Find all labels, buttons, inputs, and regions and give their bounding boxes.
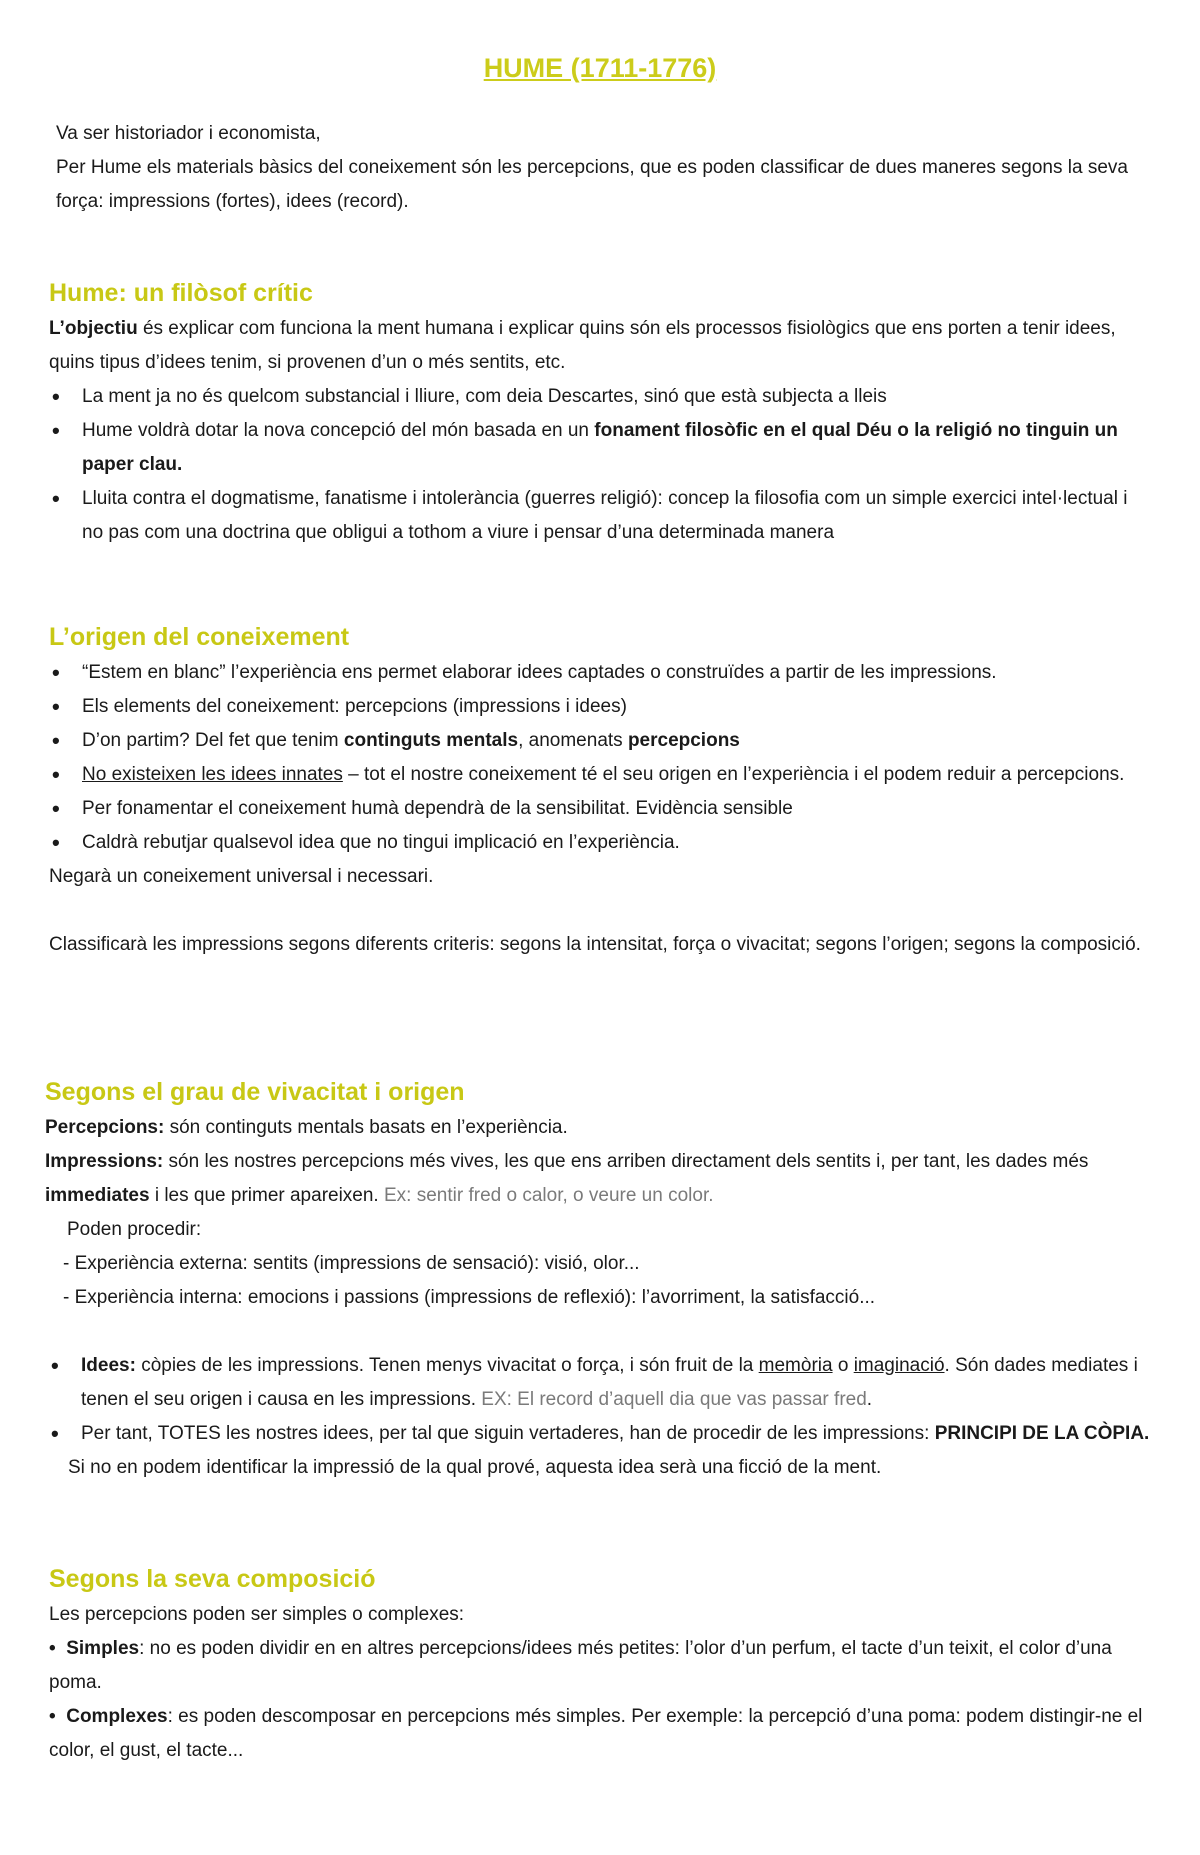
list-item xyxy=(49,690,1159,724)
composicio-intro: Les percepcions poden ser simples o complexes: xyxy=(49,1604,465,1625)
poden-procedir: Poden procedir: xyxy=(67,1219,202,1240)
critic-bullet-list xyxy=(49,380,1149,550)
impressions-label: Impressions: xyxy=(45,1151,164,1172)
bullet-glyph: • xyxy=(49,1706,56,1727)
imaginacio-underlined: imaginació xyxy=(853,1355,945,1376)
memoria-underlined: memòria xyxy=(758,1355,833,1376)
list-item-text: La ment ja no és quelcom substancial i lliure, com deia Descartes, sinó que està subjecta a lleis xyxy=(82,386,887,407)
list-item-text: Per fonamentar el coneixement humà dependrà de la sensibilitat. Evidència sensible xyxy=(82,798,793,819)
origin-section xyxy=(49,618,1159,962)
percepcions-text: són continguts mentals basats en l’experiència. xyxy=(164,1117,568,1138)
simples-label: Simples xyxy=(66,1638,140,1659)
copia-text: Per tant, TOTES les nostres idees, per tal que siguin vertaderes, han de procedir de les impressions: xyxy=(81,1423,935,1444)
complexes-item xyxy=(49,1700,1159,1768)
list-item xyxy=(49,826,1159,860)
list-item xyxy=(49,724,1159,758)
section-heading-composicio: Segons la seva composició xyxy=(49,1565,376,1593)
list-item xyxy=(49,758,1159,792)
idees-text: còpies de les impressions. Tenen menys vivacitat o força, i són fruit de la xyxy=(135,1355,759,1376)
dash-item-internal: - Experiència interna: emocions i passions (impressions de reflexió): l’avorriment, la satisfacció... xyxy=(63,1287,876,1308)
list-item-text: Lluita contra el dogmatisme, fanatisme i intolerància (guerres religió): concep la filosofia com un simple exercici intel·lectual i no pas com una doctrina que obligui a tothom a viure i pensar d’una determinada manera xyxy=(82,488,1128,543)
idees-example: EX: El record d’aquell dia que vas passar fred xyxy=(481,1389,867,1410)
list-item-text: Hume voldrà dotar la nova concepció del món basada en un xyxy=(82,420,595,441)
list-item-underlined: No existeixen les idees innates xyxy=(82,764,343,785)
page-title: HUME (1711-1776) xyxy=(483,53,717,83)
idees-text-2: . Són dades mediates i tenen el seu origen i causa en les impressions. xyxy=(81,1355,1138,1410)
origin-bullet-list xyxy=(49,656,1159,860)
simples-item xyxy=(49,1632,1159,1700)
list-item-text: D’on partim? Del fet que tenim xyxy=(82,730,344,751)
dash-item-external: - Experiència externa: sentits (impressions de sensació): visió, olor... xyxy=(63,1253,640,1274)
impressions-example: Ex: sentir fred o calor, o veure un color. xyxy=(384,1185,714,1206)
impressions-text-2: i les que primer apareixen. xyxy=(149,1185,384,1206)
idees-label: Idees: xyxy=(81,1355,136,1376)
list-item xyxy=(49,656,1159,690)
list-item xyxy=(48,1349,1160,1417)
list-item-text: “Estem en blanc” l’experiència ens permet elaborar idees captades o construïdes a partir de les impressions. xyxy=(82,662,997,683)
section-heading-vivacitat: Segons el grau de vivacitat i origen xyxy=(45,1078,465,1106)
section-heading-origin: L’origen del coneixement xyxy=(49,623,350,651)
list-item xyxy=(49,414,1149,482)
list-item-text: Els elements del coneixement: percepcions (impressions i idees) xyxy=(82,696,627,717)
objective-paragraph xyxy=(49,312,1149,380)
section-heading-critic: Hume: un filòsof crític xyxy=(49,279,313,307)
list-item xyxy=(49,380,1149,414)
copia-principle-bold: PRINCIPI DE LA CÒPIA. xyxy=(934,1423,1150,1444)
list-item-bold: percepcions xyxy=(627,730,740,751)
impressions-text: són les nostres percepcions més vives, les que ens arriben directament dels sentits i, per tant, les dades més xyxy=(163,1151,1089,1172)
list-item xyxy=(49,792,1159,826)
idees-period: . xyxy=(866,1389,873,1410)
intro-section xyxy=(56,117,1156,219)
classification-paragraph: Classificarà les impressions segons diferents criteris: segons la intensitat, força o vivacitat; segons l’origen; segons la composició. xyxy=(49,934,1141,955)
origin-conclusion: Negarà un coneixement universal i necessari. xyxy=(49,866,434,887)
percepcions-definition xyxy=(45,1111,1160,1145)
objective-label: L’objectiu xyxy=(49,318,138,339)
list-item-text: Caldrà rebutjar qualsevol idea que no tingui implicació en l’experiència. xyxy=(82,832,680,853)
list-item-text: , anomenats xyxy=(518,730,628,751)
copia-followup: Si no en podem identificar la impressió de la qual prové, aquesta idea serà una ficció de la ment. xyxy=(68,1457,882,1478)
list-item-bold: continguts mentals xyxy=(343,730,519,751)
list-item-bold: fonament filosòfic en el qual Déu o la religió no tinguin un paper clau. xyxy=(82,420,1118,475)
spacer xyxy=(45,1315,1160,1349)
spacer xyxy=(49,894,1159,928)
idees-bullet-list xyxy=(48,1349,1160,1451)
composicio-section xyxy=(49,1560,1159,1768)
vivacitat-section xyxy=(45,1073,1160,1485)
critic-section xyxy=(49,274,1149,550)
intro-line-2: Per Hume els materials bàsics del coneixement són les percepcions, que es poden classificar de dues maneres segons la seva força: impressions (fortes), idees (record). xyxy=(56,157,1128,212)
objective-text: és explicar com funciona la ment humana i explicar quins són els processos fisiològics que ens porten a tenir idees, quins tipus d’idees tenim, si provenen d’un o més sentits, etc. xyxy=(49,318,1116,373)
complexes-text: : es poden descomposar en percepcions més simples. Per exemple: la percepció d’una poma: podem distingir-ne el color, el gust, el tacte... xyxy=(49,1706,1143,1761)
simples-text: : no es poden dividir en en altres percepcions/idees més petites: l’olor d’un perfum, el tacte d’un teixit, el color d’una poma. xyxy=(49,1638,1112,1693)
percepcions-label: Percepcions: xyxy=(45,1117,165,1138)
list-item xyxy=(48,1417,1160,1451)
immediates-bold: immediates xyxy=(45,1185,150,1206)
impressions-definition xyxy=(45,1145,1160,1213)
complexes-label: Complexes xyxy=(66,1706,168,1727)
list-item-text: – tot el nostre coneixement té el seu origen en l’experiència i el podem reduir a percepcions. xyxy=(342,764,1125,785)
intro-line-1: Va ser historiador i economista, xyxy=(56,123,321,144)
idees-connector: o xyxy=(832,1355,854,1376)
list-item xyxy=(49,482,1149,550)
bullet-glyph: • xyxy=(49,1638,56,1659)
